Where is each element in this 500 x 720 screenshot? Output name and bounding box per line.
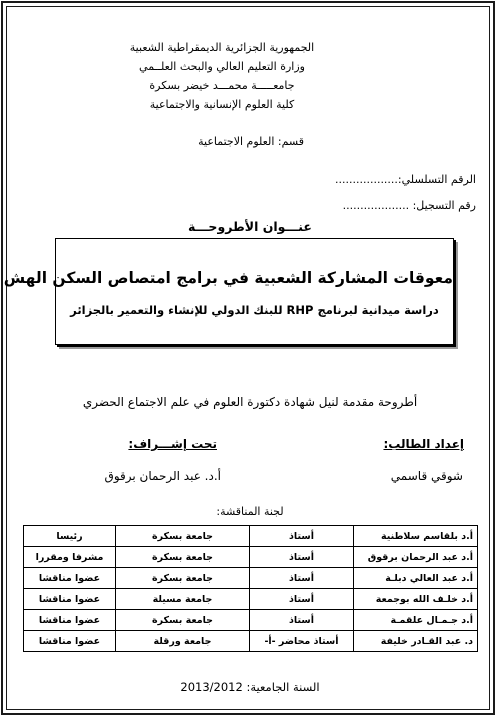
institution-header — [92, 38, 352, 114]
member-university: جامعة ورقلة — [116, 631, 250, 652]
supervisor-name: أ.د. عبد الرحمان برقوق — [104, 469, 221, 483]
academic-year: السنة الجامعية: 2013/2012 — [180, 680, 320, 694]
member-rank: أستاذ — [250, 547, 354, 568]
serial-number-field: الرقم التسلسلي:.................. — [334, 173, 476, 186]
table-row — [24, 589, 478, 610]
supervised-by-label: تحت إشـــراف: — [128, 437, 217, 451]
member-university: جامعة بسكرة — [116, 526, 250, 547]
prepared-by-label: إعداد الطالب: — [383, 437, 464, 451]
member-role: عضوا مناقشا — [24, 610, 116, 631]
ministry-line: وزارة التعليم العالي والبحث العلــمي — [139, 60, 305, 73]
member-rank: أستاذ محاضر -أ- — [250, 631, 354, 652]
thesis-title: معوقات المشاركة الشعبية في برامج امتصاص السكن الهش — [3, 269, 453, 287]
member-name: أ.د خلـف الله بوجمعة — [354, 589, 478, 610]
table-row — [24, 526, 478, 547]
member-university: جامعة بسكرة — [116, 610, 250, 631]
table-row — [24, 631, 478, 652]
member-rank: أستاذ — [250, 610, 354, 631]
department-line: قسم: العلوم الاجتماعية — [198, 135, 304, 148]
member-role: عضوا مناقشا — [24, 631, 116, 652]
degree-statement: أطروحة مقدمة لنيل شهادة دكتورة العلوم في علم الاجتماع الحضري — [82, 395, 418, 409]
member-rank: أستاذ — [250, 568, 354, 589]
member-role: عضوا مناقشا — [24, 589, 116, 610]
faculty-line: كلية العلوم الإنسانية والاجتماعية — [149, 98, 295, 111]
thesis-heading: عنـــوان الأطروحـــة — [188, 219, 312, 234]
republic-line: الجمهورية الجزائرية الديمقراطية الشعبية — [129, 41, 315, 54]
table-row — [24, 547, 478, 568]
member-name: أ.د عبد الرحمان برقوق — [354, 547, 478, 568]
member-name: د. عبد القـادر خليفة — [354, 631, 478, 652]
member-university: جامعة بسكرة — [116, 568, 250, 589]
thesis-subtitle: دراسة ميدانية لبرنامج RHP للبنك الدولي للإنشاء والتعمير بالجزائر — [70, 303, 439, 317]
member-rank: أستاذ — [250, 526, 354, 547]
thesis-title-box — [3, 238, 454, 345]
committee-table — [23, 525, 478, 652]
committee-label: لجنة المناقشة: — [216, 505, 284, 518]
table-row — [24, 568, 478, 589]
member-university: جامعة بسكرة — [116, 547, 250, 568]
registration-number-field: رقم التسجيل: ................... — [342, 199, 476, 212]
member-role: مشرفا ومقررا — [24, 547, 116, 568]
member-role: رئيسا — [24, 526, 116, 547]
member-name: أ.د جـمـال علقمـة — [354, 610, 478, 631]
table-row — [24, 610, 478, 631]
member-name: أ.د عبد العالي دبلـة — [354, 568, 478, 589]
student-name: شوقي قاسمي — [390, 469, 463, 483]
member-name: أ.د بلقاسم سلاطنية — [354, 526, 478, 547]
member-rank: أستاذ — [250, 589, 354, 610]
member-university: جامعة مسيلة — [116, 589, 250, 610]
university-line: جامعـــــة محمـــد خيضر بسكرة — [149, 79, 295, 92]
member-role: عضوا مناقشا — [24, 568, 116, 589]
